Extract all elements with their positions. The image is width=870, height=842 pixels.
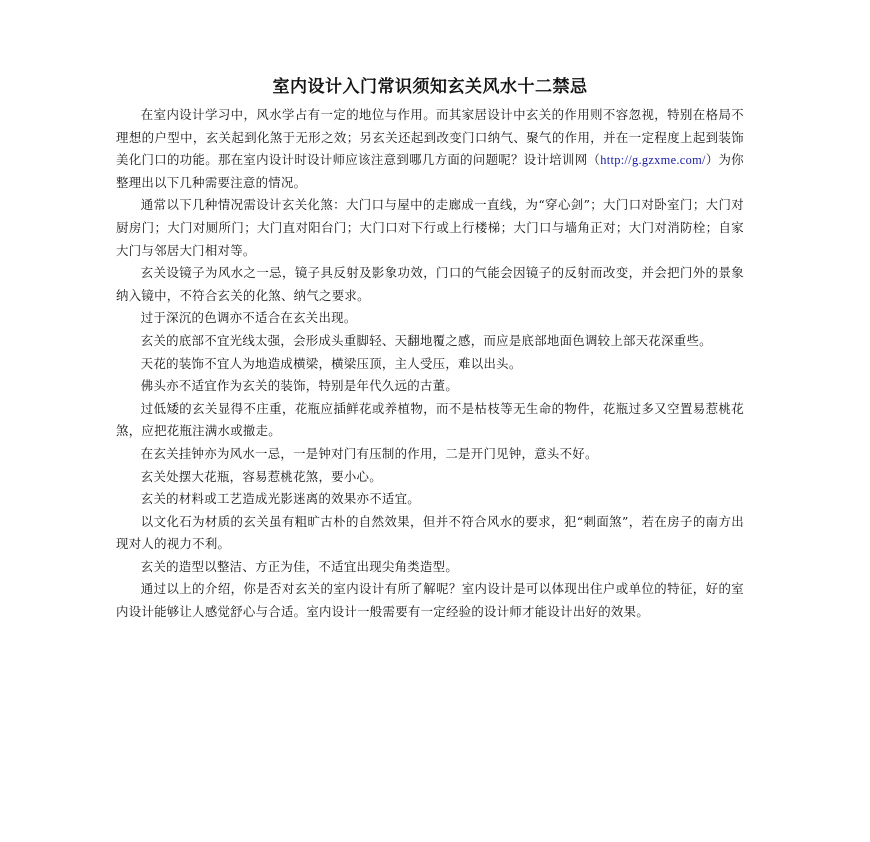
document-title: 室内设计入门常识须知玄关风水十二禁忌 <box>272 77 588 97</box>
intro-text-after-link: ）为你整理出以下几种需要注意的情况。 <box>116 152 744 190</box>
paragraph-bottom-lighting: 玄关的底部不宜光线太强，会形成头重脚轻、天翻地覆之感，而应是底部地面色调较上部天花深重些。 <box>140 332 712 348</box>
paragraph-large-vase: 玄关处摆大花瓶，容易惹桃花煞，要小心。 <box>140 468 382 484</box>
paragraph-low-entrance-vase: 过低矮的玄关显得不庄重，花瓶应插鲜花或养植物，而不是枯枝等无生命的物件，花瓶过多又空置易惹桃花煞，应把花瓶注满水或撤走。 <box>116 400 744 439</box>
paragraph-entrance-situations: 通常以下几种情况需设计玄关化煞：大门口与屋中的走廊成一直线，为“穿心剑”；大门口对卧室门；大门对厨房门；大门对厕所门；大门直对阳台门；大门口对下行或上行楼梯；大门口与墙角正对；大门对消防栓；自家大门与邻居大门相对等。 <box>116 197 744 258</box>
intro-text-before-link: 在室内设计学习中，风水学占有一定的地位与作用。而其家居设计中玄关的作用则不容忽视，特别在格局不理想的户型中，玄关起到化煞于无形之效；另玄关还起到改变门口纳气、聚气的作用，并在一定程度上起到装饰美化门口的功能。那在室内设计时设计师应该注意到哪几方面的问题呢？设计培训网（ <box>116 107 744 168</box>
paragraph-materials-light: 玄关的材料或工艺造成光影迷离的效果亦不适宜。 <box>140 491 420 507</box>
paragraph-dark-tone: 过于深沉的色调亦不适合在玄关出现。 <box>140 310 357 326</box>
paragraph-buddha-head: 佛头亦不适宜作为玄关的装饰，特别是年代久远的古董。 <box>140 378 459 394</box>
paragraph-culture-stone: 以文化石为材质的玄关虽有粗旷古朴的自然效果，但并不符合风水的要求，犯“刺面煞”，若在房子的南方出现对人的视力不利。 <box>116 513 744 552</box>
paragraph-mirror-taboo: 玄关设镜子为风水之一忌，镜子具反射及影象功效，门口的气能会因镜子的反射而改变，并会把门外的景象纳入镜中，不符合玄关的化煞、纳气之要求。 <box>116 265 744 303</box>
paragraph-conclusion: 通过以上的介绍，你是否对玄关的室内设计有所了解呢？室内设计是可以体现出住户或单位的特征，好的室内设计能够让人感觉舒心与合适。室内设计一般需要有一定经验的设计师才能设计出好的效果。 <box>116 581 744 620</box>
website-link[interactable]: http://g.gzxme.com/ <box>600 153 706 168</box>
intro-paragraph <box>116 104 744 194</box>
paragraph-shape: 玄关的造型以整洁、方正为佳，不适宜出现尖角类造型。 <box>140 558 459 574</box>
document-page <box>116 74 744 624</box>
paragraph-clock-taboo: 在玄关挂钟亦为风水一忌，一是钟对门有压制的作用，二是开门见钟，意头不好。 <box>140 445 598 461</box>
paragraph-ceiling-beam: 天花的装饰不宜人为地造成横梁，横梁压顶，主人受压，难以出头。 <box>140 355 522 371</box>
